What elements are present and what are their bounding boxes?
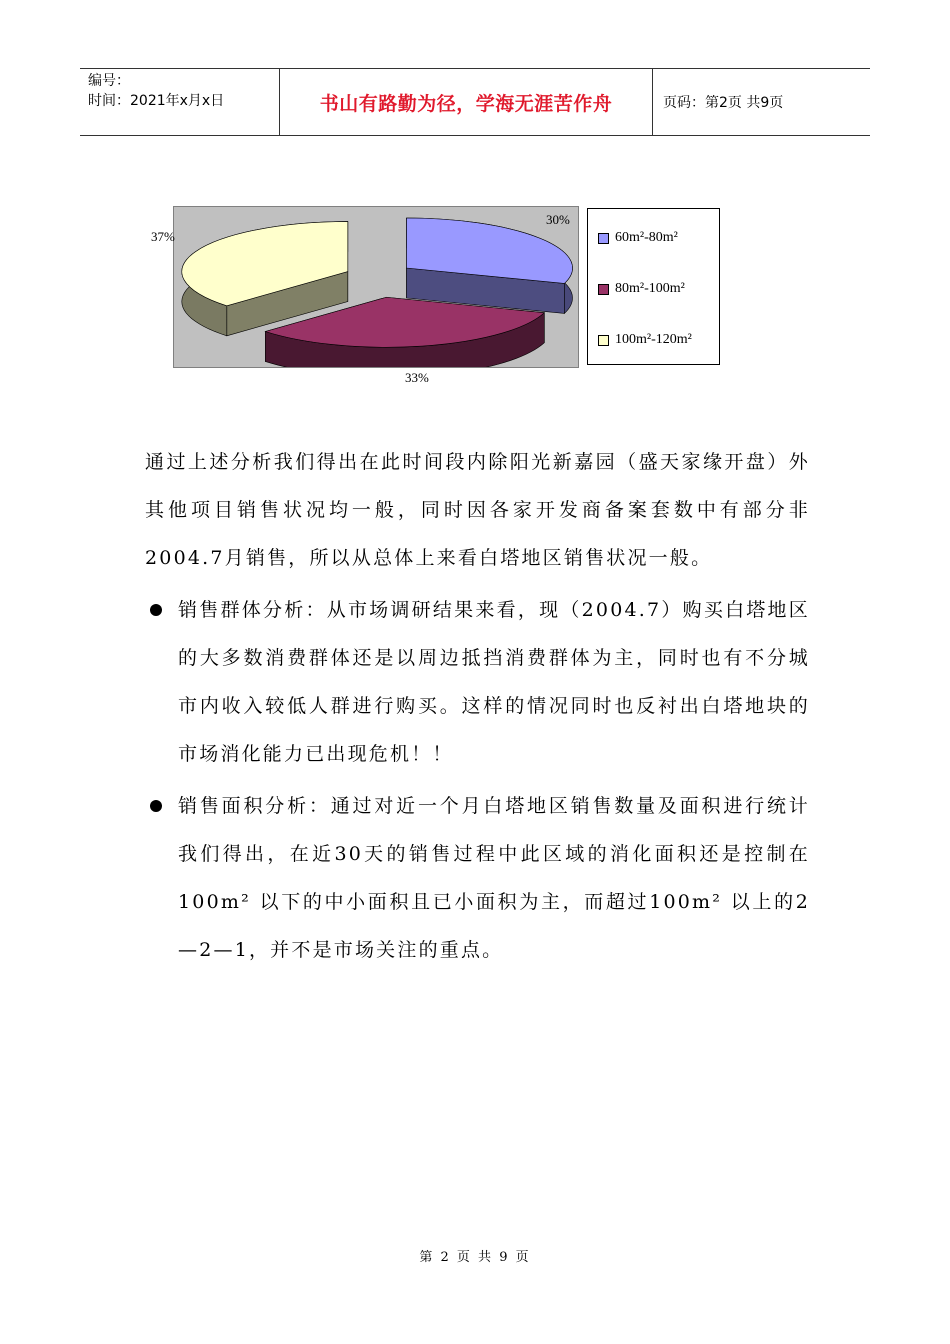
document-number-label: 编号： xyxy=(88,73,130,89)
legend-item-60-80 xyxy=(598,230,678,246)
chart-legend xyxy=(587,208,720,365)
legend-swatch xyxy=(598,233,609,244)
bullet-sales-group xyxy=(145,586,810,778)
legend-item-100-120 xyxy=(598,332,692,348)
legend-label: 60m²-80m² xyxy=(615,230,678,245)
pie-label-80-100: 33% xyxy=(405,370,429,385)
legend-label: 80m²-100m² xyxy=(615,281,685,296)
pie-chart xyxy=(173,206,579,368)
slice-60-80 xyxy=(407,218,573,313)
bullet-dot-icon xyxy=(150,604,162,616)
pie-chart-svg xyxy=(174,207,578,367)
legend-swatch xyxy=(598,335,609,346)
page-footer: 第 2 页 共 9 页 xyxy=(419,1250,531,1265)
legend-label: 100m²-120m² xyxy=(615,332,692,347)
document-date: 时间：2021年x月x日 xyxy=(88,93,225,109)
header-motto: 书山有路勤为径，学海无涯苦作舟 xyxy=(280,69,653,135)
pie-label-60-80: 30% xyxy=(546,212,570,227)
bullet-dot-icon xyxy=(150,800,162,812)
legend-swatch xyxy=(598,284,609,295)
bullet-text: 销售面积分析：通过对近一个月白塔地区销售数量及面积进行统计我们得出，在近30天的销售过程中此区域的消化面积还是控制在100m² 以下的中小面积且已小面积为主，而超过100m² 以上的2—2—1，并不是市场关注的重点。 xyxy=(178,795,810,961)
bullet-text: 销售群体分析：从市场调研结果来看，现（2004.7）购买白塔地区的大多数消费群体还是以周边抵挡消费群体为主，同时也有不分城市内收入较低人群进行购买。这样的情况同时也反衬出白塔地块的市场消化能力已出现危机！！ xyxy=(178,599,810,765)
summary-paragraph: 通过上述分析我们得出在此时间段内除阳光新嘉园（盛天家缘开盘）外其他项目销售状况均一般，同时因各家开发商备案套数中有部分非2004.7月销售，所以从总体上来看白塔地区销售状况一般。 xyxy=(145,451,810,569)
legend-item-80-100 xyxy=(598,281,685,297)
header-page-info: 页码：第2页 共9页 xyxy=(663,95,784,111)
header-meta xyxy=(80,69,280,135)
pie-label-100-120: 37% xyxy=(151,229,175,244)
bullet-sales-area xyxy=(145,782,810,974)
page-header xyxy=(80,68,870,136)
